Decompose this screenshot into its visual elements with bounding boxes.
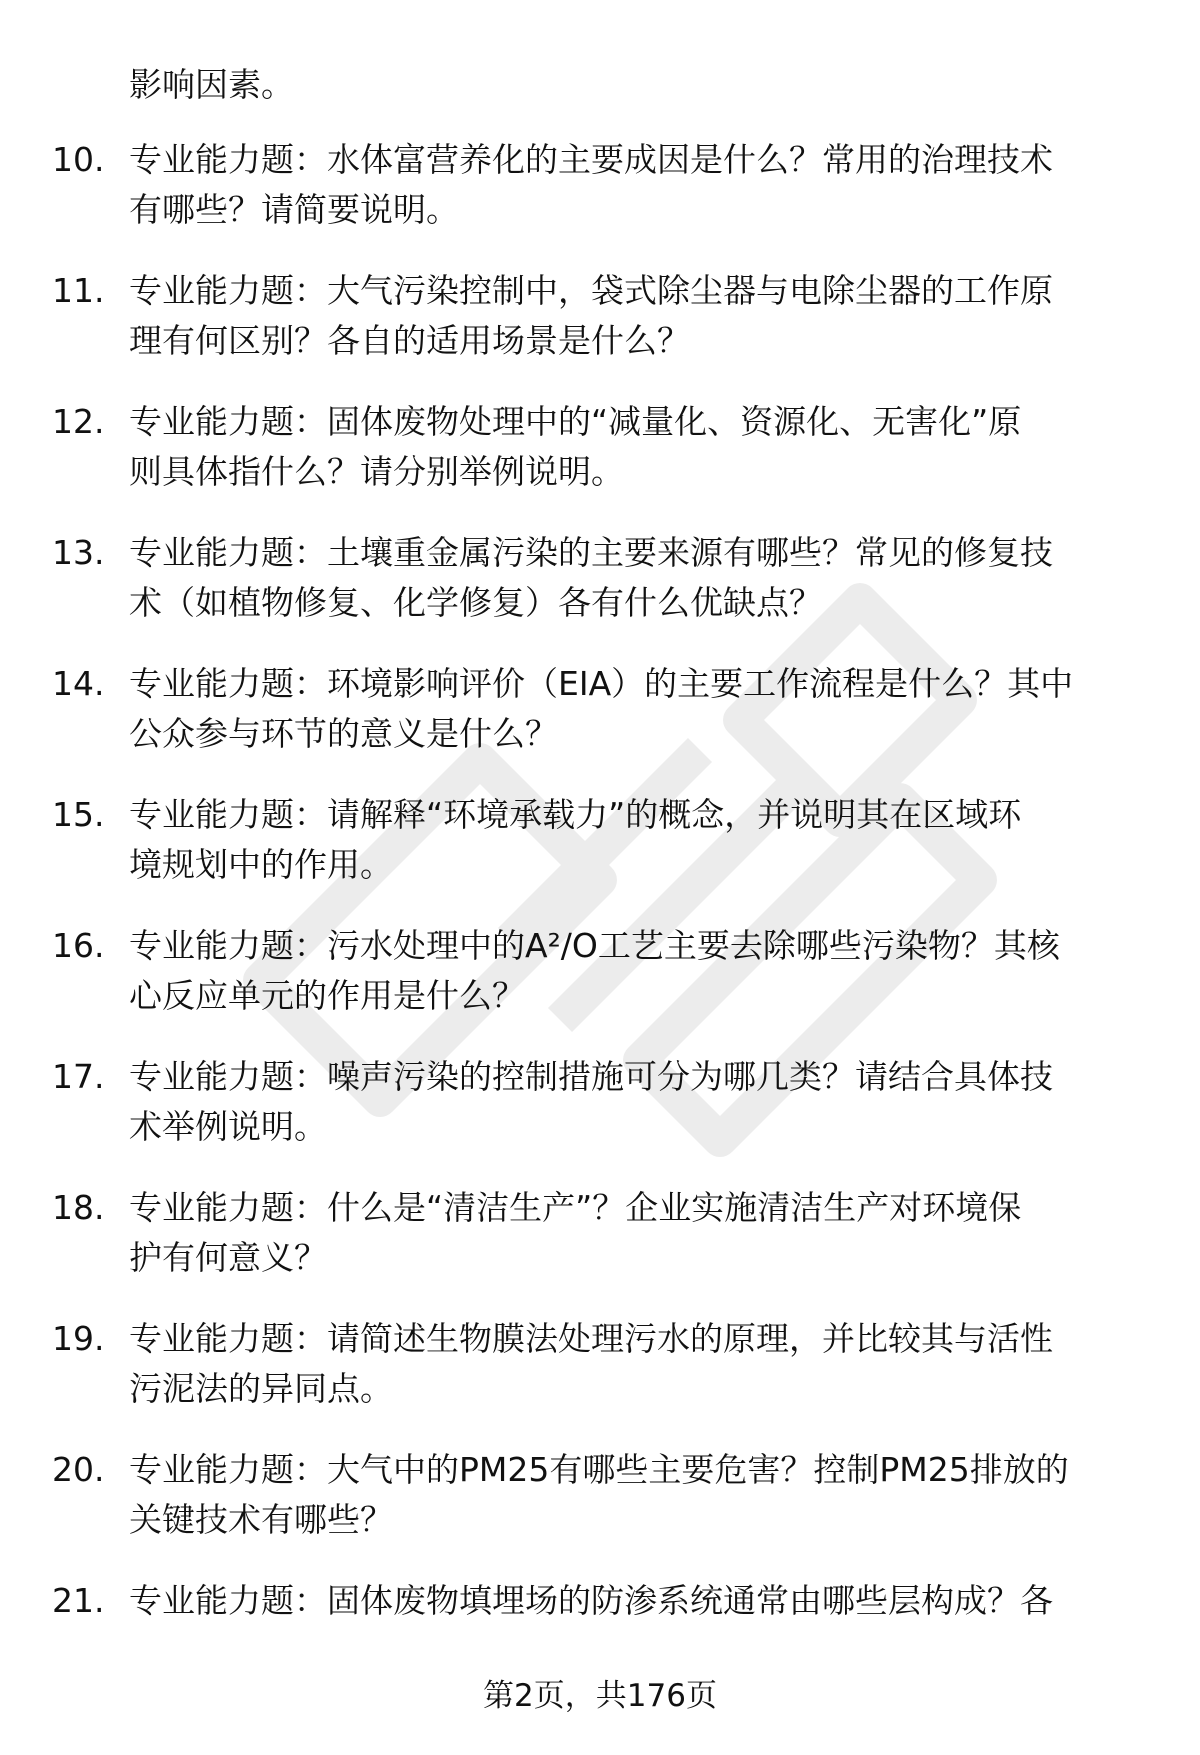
- question-item: [0, 1183, 1200, 1314]
- question-item: [0, 397, 1200, 528]
- question-number: 12.: [52, 402, 105, 441]
- question-number: 15.: [52, 795, 105, 834]
- question-number: 11.: [52, 271, 105, 310]
- question-item: [0, 1314, 1200, 1445]
- question-number: 18.: [52, 1188, 105, 1227]
- question-text: 专业能力题：污水处理中的A²/O工艺主要去除哪些污染物？其核 心反应单元的作用是什么？: [129, 926, 1060, 1015]
- question-number: 21.: [52, 1581, 105, 1620]
- question-item: [0, 1445, 1200, 1576]
- question-text: 专业能力题：环境影响评价（EIA）的主要工作流程是什么？其中 公众参与环节的意义是什么？: [129, 664, 1074, 753]
- question-text: 专业能力题：请简述生物膜法处理污水的原理，并比较其与活性 污泥法的异同点。: [129, 1319, 1053, 1408]
- question-item: [0, 1052, 1200, 1183]
- question-item: [0, 135, 1200, 266]
- question-item: [0, 528, 1200, 659]
- question-text: 专业能力题：固体废物填埋场的防渗系统通常由哪些层构成？各: [129, 1581, 1053, 1620]
- question-number: 13.: [52, 533, 105, 572]
- question-number: 19.: [52, 1319, 105, 1358]
- question-item: [0, 266, 1200, 397]
- question-text: 专业能力题：噪声污染的控制措施可分为哪几类？请结合具体技 术举例说明。: [129, 1057, 1053, 1146]
- question-text: 专业能力题：大气中的PM25有哪些主要危害？控制PM25排放的 关键技术有哪些？: [129, 1450, 1069, 1539]
- question-text: 专业能力题：大气污染控制中，袋式除尘器与电除尘器的工作原 理有何区别？各自的适用场景是什么？: [129, 271, 1053, 360]
- question-item: [0, 921, 1200, 1052]
- page-footer: 第2页，共176页: [483, 1678, 717, 1714]
- lead-text: 影响因素。: [129, 65, 294, 104]
- question-text: 专业能力题：水体富营养化的主要成因是什么？常用的治理技术 有哪些？请简要说明。: [129, 140, 1053, 229]
- question-item: [0, 790, 1200, 921]
- question-item: [0, 659, 1200, 790]
- question-number: 10.: [52, 140, 105, 179]
- question-text: 专业能力题：土壤重金属污染的主要来源有哪些？常见的修复技 术（如植物修复、化学修复）各有什么优缺点？: [129, 533, 1053, 622]
- question-text: 专业能力题：固体废物处理中的“减量化、资源化、无害化”原 则具体指什么？请分别举例说明。: [129, 402, 1022, 491]
- question-number: 16.: [52, 926, 105, 965]
- question-number: 14.: [52, 664, 105, 703]
- question-list: [0, 135, 1200, 1707]
- question-number: 17.: [52, 1057, 105, 1096]
- question-text: 专业能力题：请解释“环境承载力”的概念，并说明其在区域环 境规划中的作用。: [129, 795, 1022, 884]
- question-number: 20.: [52, 1450, 105, 1489]
- question-text: 专业能力题：什么是“清洁生产”？企业实施清洁生产对环境保 护有何意义？: [129, 1188, 1022, 1277]
